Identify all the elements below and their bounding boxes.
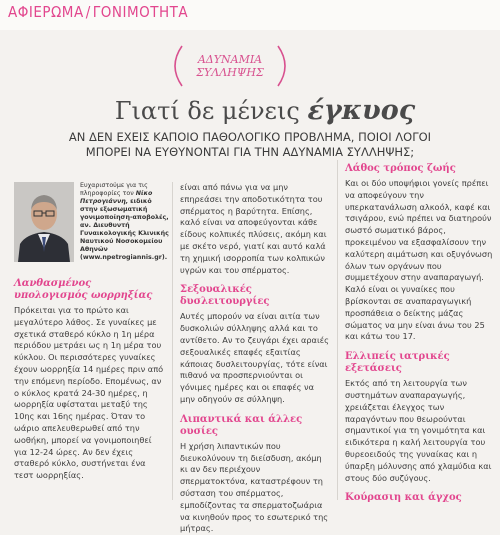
caption-name: Νίκο Πετρογιάννη, [80, 190, 153, 205]
column-2 [180, 182, 330, 535]
category-badge [160, 40, 300, 92]
breadcrumb-section: ΑΦΙΕΡΩΜΑ [8, 3, 84, 21]
col3-heading-3: Κούρασιη και άγχος [345, 492, 462, 504]
breadcrumb-separator: / [85, 3, 91, 21]
caption-role: ειδικό στην εξωσωματική γονιμοποίηση-αποβολές, αν. Διευθυντή Γυναικολογικής Κλινικής Ναυτικού Νοσοκομείου Αθηνών (www.npetrogiannis.gr). [80, 198, 169, 261]
article-title [100, 95, 430, 126]
lead-line1: ΑΝ ΔΕΝ ΕΧΕΙΣ ΚΑΠΟΙΟ ΠΑΘΟΛΟΓΙΚΟ ΠΡΟΒΛΗΜΑ, ΠΟΙΟΙ ΛΟΓΟΙ [68, 130, 432, 144]
col3-body-2: Εκτός από τη λειτουργία των συστημάτων αναπαραγωγής, χρειάζεται έλεγχος των παραγόντων που θεωρούνται σημαντικοί για τη γονιμότητα και ειδικότερα η καλή λειτουργία του θυρεοειδούς της γυναίκας και η ύπαρξη μόλυνσης από χλαμύδια και στους δύο συζύγους. [345, 378, 492, 483]
title-main: Γιατί δε μένεις [114, 97, 300, 125]
column-1 [14, 275, 164, 482]
category-badge-line2: ΣΥΛΛΗΨΗΣ [196, 66, 264, 79]
doctor-photo [14, 182, 74, 262]
col2-heading-2: Σεξουαλικές δυσλειτουργίες [180, 284, 270, 308]
column-3 [345, 160, 495, 507]
col1-heading: Λανθασμένος υπολογισμός ωορρηξίας [14, 278, 153, 301]
column-divider-2 [337, 160, 338, 500]
title-emphasis: έγκυος [307, 95, 416, 126]
article-lead [12, 130, 488, 160]
col2-intro: είναι από πάνω για να μην επηρεάσει την αποδοτικότητα του σπέρματος η βαρύτητα. Επίσης, καλό είναι να αποφεύγονται κάθε είδους κολπικές πλύσεις, ακόμη και με σκέτο νερό, γιατί και αυτό καλά τη χημική ισορροπία των κολπικών υγρών και του σπέρματος. [180, 182, 327, 275]
col3-body-1: Και οι δύο υποψήφιοι γονείς πρέπει να αποφεύγουν την υπερκατανάλωση αλκοόλ, καφέ και τσιγάρου, ενώ πρέπει να διατηρούν σωστό σωματικό βάρος, προκειμένου να εξασφαλίσουν την καλύτερη αιμάτωση και οξυγόνωση όλων των οργάνων που συμμετέχουν στην αναπαραγωγή. Καλό είναι οι γυναίκες που βρίσκονται σε αναπαραγωγική προσπάθεια ο δείκτης μάζας σώματος να μην είναι άνω του 25 και κάτω του 17. [345, 178, 493, 342]
portrait-image [14, 182, 74, 262]
col2-heading-3: Λιπαντικά και άλλες ουσίες [180, 413, 303, 437]
breadcrumb-topic: ΓΟΝΙΜΟΤΗΤΑ [92, 3, 189, 21]
category-badge-line1: ΑΔΥΝΑΜΙΑ [197, 53, 263, 66]
col3-heading-2: Ελλιπείς ιατρικές εξετάσεις [345, 351, 450, 375]
col3-heading-1: Λάθος τρόπος ζωής [345, 163, 456, 174]
caption-thanks: Ευχαριστούμε για τις πληροφορίες τον [80, 182, 148, 197]
breadcrumb [8, 3, 188, 21]
photo-caption [80, 182, 170, 262]
col2-body-3: Η χρήση λιπαντικών που διευκολύνουν τη διείσδυση, ακόμη κι αν δεν περιέχουν σπερματοκτόνα, καταστρέφουν τη σύσταση του σπέρματος, εμποδίζοντας τα σπερματοζωάρια να κινηθούν προς το εσωτερικό της μήτρας. [180, 440, 329, 534]
lead-line2: ΜΠΟΡΕΙ ΝΑ ΕΥΘΥΝΟΝΤΑΙ ΓΙΑ ΤΗΝ ΑΔΥΝΑΜΙΑ ΣΥΛΛΗΨΗΣ; [85, 145, 415, 159]
col1-body: Πρόκειται για το πρώτο και μεγαλύτερο λάθος. Σε γυναίκες με σχετικά σταθερό κύκλο η 1η μέρα περιόδου μετράει ως η 1η μέρα του κύκλου. Οι περισσότερες γυναίκες έχουν ωορρηξία 14 ημέρες πριν από την επόμενη περίοδο. Επομένως, αν ο κύκλος κρατά 24-30 ημέρες, η ωορρηξία υφίσταται μεταξύ της 10ης και 16ης ημέρας. Όταν το ωάριο απελευθερωθεί από την ωοθήκη, μπορεί να γονιμοποιηθεί για 12-24 ώρες. Αν δεν έχεις σταθερό κύκλο, συστήνεται ένα τεστ ωορρηξίας. [14, 305, 164, 481]
column-divider-1 [172, 182, 173, 500]
col2-body-2: Αυτές μπορούν να είναι αιτία των δυσκολιών σύλληψης αλλά και το αντίθετο. Αν το ζευγάρι έχει αραιές σεξουαλικές επαφές εξαιτίας κάποιας δυσλειτουργίας, τότε είναι πιθανό να προσπερνιούνται οι γόνιμες ημέρες και οι επαφές να μην οδηγούν σε σύλληψη. [180, 311, 329, 404]
